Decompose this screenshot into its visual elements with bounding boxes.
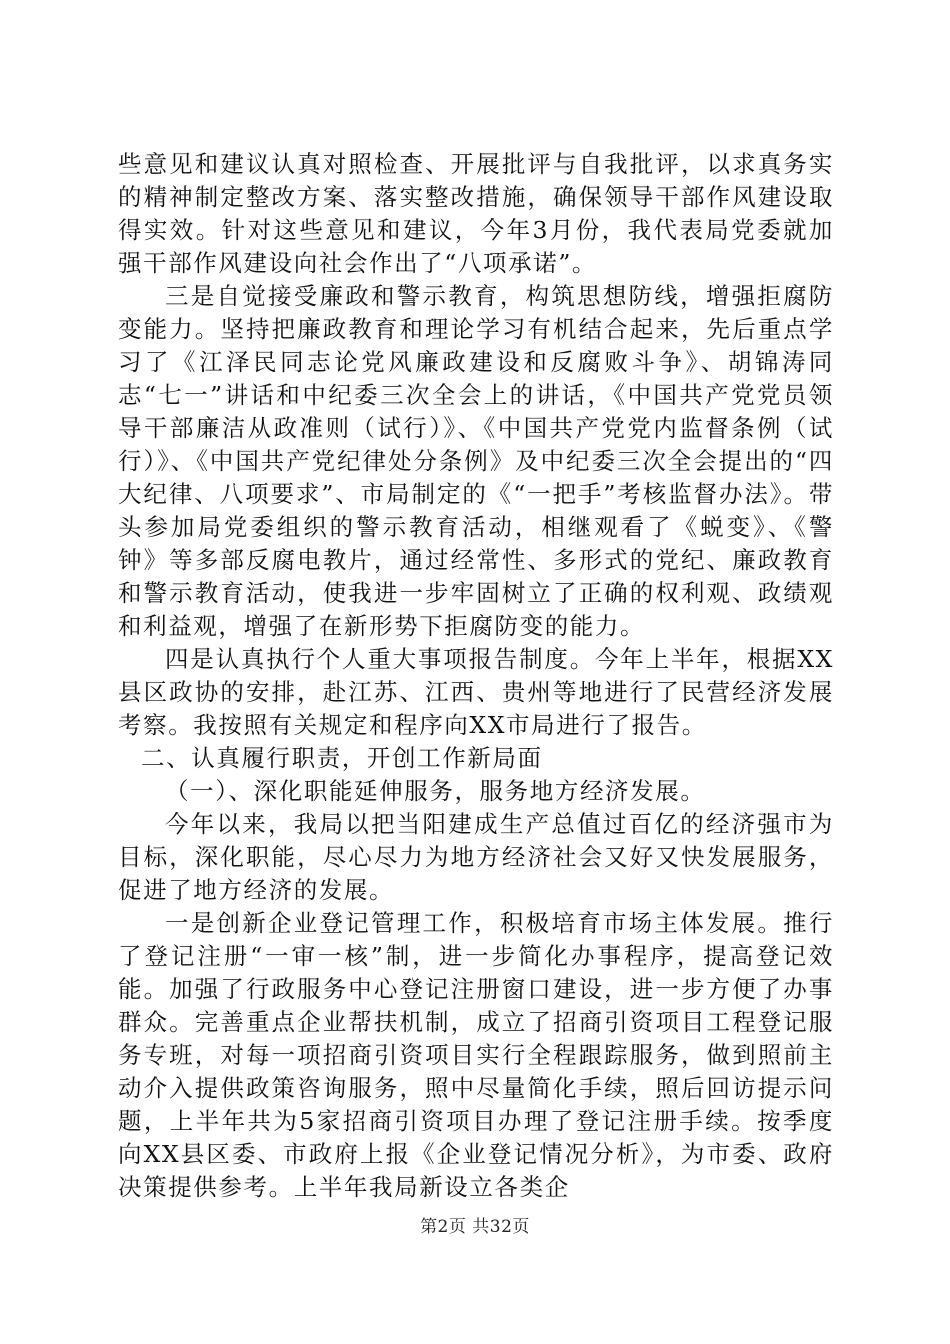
paragraph: 些意见和建议认真对照检查、开展批评与自我批评，以求真务实的精神制定整改方案、落实整改措施，确保领导干部作风建设取得实效。针对这些意见和建议，今年3月份，我代表局党委就加强干部作风建设向社会作出了“八项承诺”。: [118, 150, 834, 277]
page-footer: 第2页 共32页: [420, 1217, 530, 1237]
paragraph: 今年以来，我局以把当阳建成生产总值过百亿的经济强市为目标，深化职能，尽心尽力为地方经济社会又好又快发展服务，促进了地方经济的发展。: [118, 810, 834, 904]
section-heading: 二、认真履行职责，开创工作新局面: [141, 744, 543, 772]
paragraph: 四是认真执行个人重大事项报告制度。今年上半年，根据XX县区政协的安排，赴江苏、江西、贵州等地进行了民营经济发展考察。我按照有关规定和程序向XX市局进行了报告。: [118, 645, 834, 739]
subsection-heading: （一）、深化职能延伸服务，服务地方经济发展。: [165, 777, 706, 805]
paragraph: 一是创新企业登记管理工作，积极培育市场主体发展。推行了登记注册“一审一核”制，进一步简化办事程序，提高登记效能。加强了行政服务中心登记注册窗口建设，进一步方便了办事群众。完善重点企业帮扶机制，成立了招商引资项目工程登记服务专班，对每一项招商引资项目实行全程跟踪服务，做到照前主动介入提供政策咨询服务，照中尽量简化手续，照后回访提示问题，上半年共为5家招商引资项目办理了登记注册手续。按季度向XX县区委、市政府上报《企业登记情况分析》，为市委、政府决策提供参考。上半年我局新设立各类企: [118, 909, 834, 1201]
paragraph: 三是自觉接受廉政和警示教育，构筑思想防线，增强拒腐防变能力。坚持把廉政教育和理论学习有机结合起来，先后重点学习了《江泽民同志论党风廉政建设和反腐败斗争》、胡锦涛同志“七一”讲话和中纪委三次全会上的讲话，《中国共产党党员领导干部廉洁从政准则（试行）》、《中国共产党党内监督条例（试行）》、《中国共产党纪律处分条例》及中纪委三次全会提出的“四大纪律、八项要求”、市局制定的《“一把手”考核监督办法》。带头参加局党委组织的警示教育活动，相继观看了《蜕变》、《警钟》等多部反腐电教片，通过经常性、多形式的党纪、廉政教育和警示教育活动，使我进一步牢固树立了正确的权利观、政绩观和利益观，增强了在新形势下拒腐防变的能力。: [118, 282, 834, 640]
document-body: [118, 148, 834, 1204]
